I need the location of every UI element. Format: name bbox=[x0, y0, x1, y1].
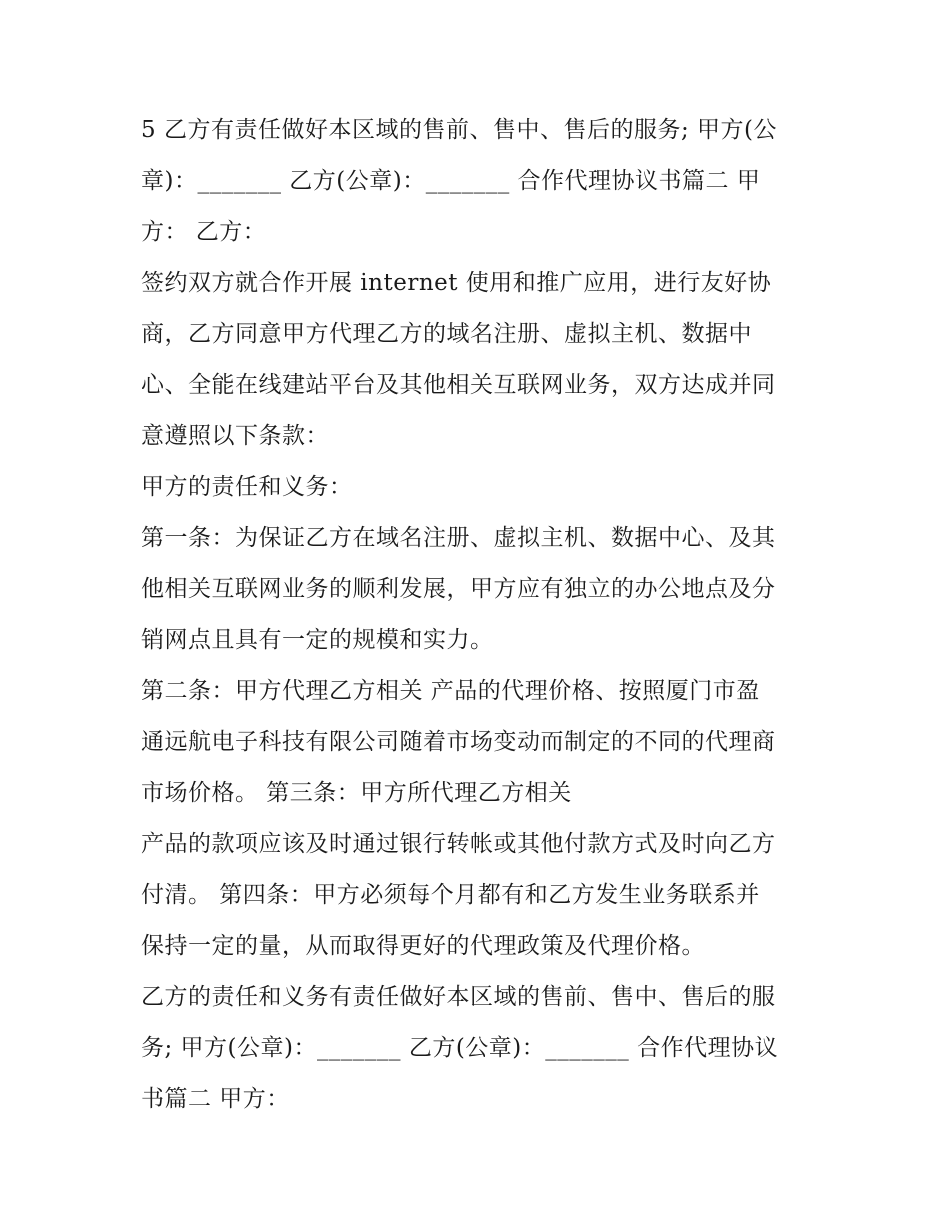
text-line: 书篇二 甲方： bbox=[141, 1086, 290, 1112]
text-line: 签约双方就合作开展 internet 使用和推广应用，进行友好协 bbox=[141, 270, 772, 296]
text-line: 产品的款项应该及时通过银行转帐或其他付款方式及时向乙方 bbox=[141, 831, 776, 857]
text-line: 意遵照以下条款： bbox=[141, 423, 329, 449]
text-line: 付清。 第四条：甲方必须每个月都有和乙方发生业务联系并 bbox=[141, 882, 760, 908]
text-line: 销网点且具有一定的规模和实力。 bbox=[141, 627, 494, 653]
text-line: 方： 乙方： bbox=[141, 219, 267, 245]
agreement-body bbox=[141, 105, 821, 1125]
text-line: 保持一定的量，从而取得更好的代理政策及代理价格。 bbox=[141, 933, 705, 959]
text-line: 章)：_______ 乙方(公章)：_______ 合作代理协议书篇二 甲 bbox=[141, 168, 761, 194]
text-line: 商，乙方同意甲方代理乙方的域名注册、虚拟主机、数据中 bbox=[141, 321, 752, 347]
text-line: 5 乙方有责任做好本区域的售前、售中、售后的服务; 甲方(公 bbox=[141, 117, 777, 143]
section-heading: 甲方的责任和义务： bbox=[141, 474, 353, 500]
text-line: 第二条：甲方代理乙方相关 产品的代理价格、按照厦门市盈 bbox=[141, 678, 760, 704]
text-line: 市场价格。 第三条：甲方所代理乙方相关 bbox=[141, 780, 572, 806]
text-line: 乙方的责任和义务有责任做好本区域的售前、售中、售后的服 bbox=[141, 984, 776, 1010]
text-line: 心、全能在线建站平台及其他相关互联网业务，双方达成并同 bbox=[141, 372, 776, 398]
text-line: 第一条：为保证乙方在域名注册、虚拟主机、数据中心、及其 bbox=[141, 525, 776, 551]
text-line: 他相关互联网业务的顺利发展，甲方应有独立的办公地点及分 bbox=[141, 576, 776, 602]
text-line: 务; 甲方(公章)：_______ 乙方(公章)：_______ 合作代理协议 bbox=[141, 1035, 779, 1061]
text-line: 通远航电子科技有限公司随着市场变动而制定的不同的代理商 bbox=[141, 729, 776, 755]
